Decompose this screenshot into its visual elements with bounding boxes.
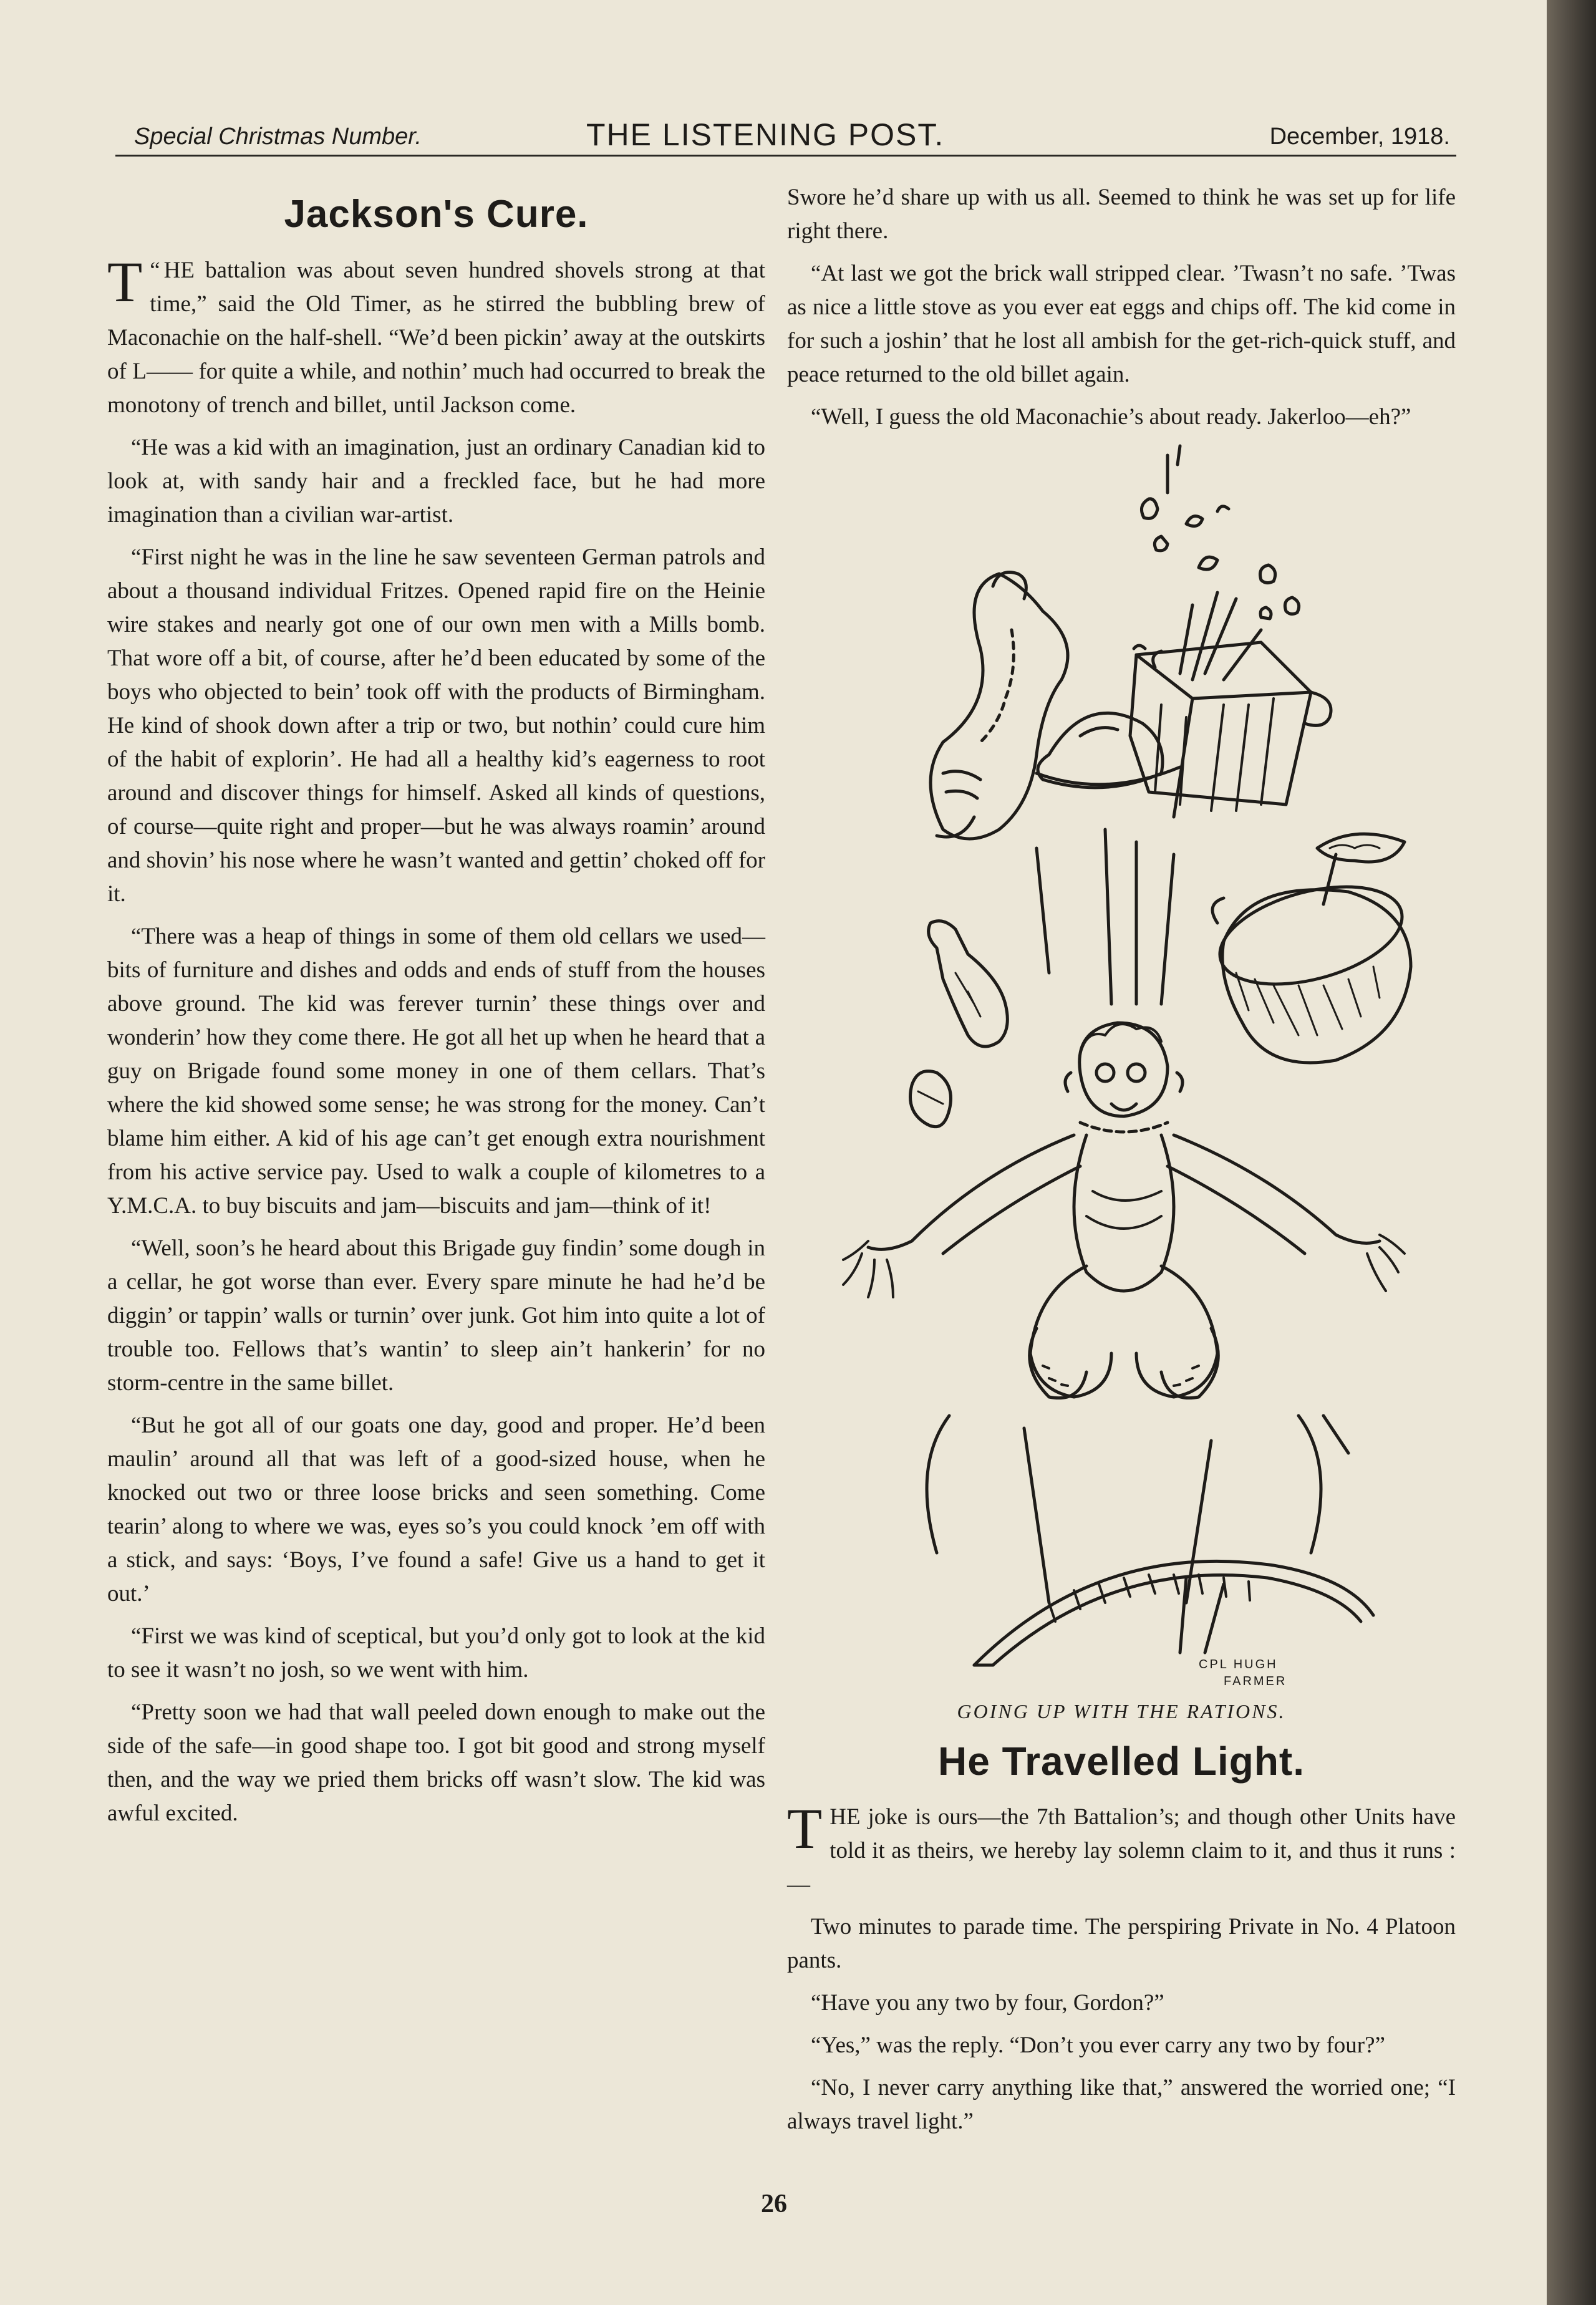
- story-title-jacksons-cure: Jackson's Cure.: [284, 193, 589, 236]
- left-column: [107, 181, 765, 1839]
- broken-rim: [974, 1561, 1373, 1665]
- opening-quote-mark: “: [150, 258, 160, 283]
- page-number: 26: [761, 2190, 787, 2218]
- issue-date: December, 1918.: [1269, 123, 1450, 150]
- story2-paragraph-4: “Yes,” was the reply. “Don’t you ever carry any two by four?”: [811, 2032, 1385, 2058]
- header-rule: [115, 155, 1456, 157]
- debris-marks: [1134, 446, 1299, 680]
- publication-title: THE LISTENING POST.: [586, 117, 945, 152]
- bottle: [929, 921, 1008, 1046]
- running-head: [134, 103, 1450, 159]
- story1-paragraph-1: [107, 250, 765, 422]
- flying-sack: [931, 573, 1068, 839]
- artist-signature-line2: FARMER: [1224, 1674, 1287, 1688]
- story1-paragraph-11: “Well, I guess the old Maconachie’s about ready. Jakerloo—eh?”: [811, 404, 1411, 430]
- story1-paragraph-5: “Well, soon’s he heard about this Brigade guy findin’ some dough in a cellar, he got worse than ever. Every spare minute he had he’d be diggin’ or tappin’ walls or turnin’ over junk. Got him into quite a lot of trouble too. Fellows that’s wantin’ to sleep ain’t hankerin’ for no storm-centre in the same billet.: [107, 1235, 765, 1396]
- illustration-caption: GOING UP WITH THE RATIONS.: [957, 1700, 1286, 1723]
- paragraph-text: HE joke is ours—the 7th Battalion’s; and though other Units have told it as theirs, we hereby lay solemn claim to it, and thus it runs :—: [787, 1804, 1456, 1897]
- drop-cap: T: [107, 250, 143, 314]
- mess-tin: [1317, 834, 1405, 904]
- story-title-he-travelled-light: He Travelled Light.: [937, 1739, 1305, 1784]
- story1-paragraph-7: “First we was kind of sceptical, but you’d only got to look at the kid to see it wasn’t no josh, so we went with him.: [107, 1623, 765, 1683]
- cooking-pot: [1209, 869, 1413, 1063]
- story1-paragraph-6: “But he got all of our goats one day, good and proper. He’d been maulin’ around all that was left of a good-sized house, when he knocked out two or three loose bricks and seen something. Come tearin’ along to where we was, eyes so’s you could knock ’em off with a stick, and says: ‘Boys, I’ve found a safe! Give us a hand to get it out.’: [107, 1413, 765, 1607]
- story1-paragraph-3: “First night he was in the line he saw seventeen German patrols and about a thousand individual Fritzes. Opened rapid fire on the Heinie wire stakes and nearly got one of our own men with a Mills bomb. That wore off a bit, of course, after he’d been educated by some of the boys who objected to bein’ took off with the products of Birmingham. He kind of shook down after a trip or two, but nothin’ could cure him of the habit of explorin’. He had all a healthy kid’s eagerness to root around and discover things for himself. Asked all kinds of questions, of course—quite right and proper—but he was always roamin’ around and shovin’ his nose where he wasn’t wanted and gettin’ choked off for it.: [107, 544, 765, 907]
- story2-paragraph-1: [787, 1797, 1456, 1902]
- story1-paragraph-2: “He was a kid with an imagination, just an ordinary Canadian kid to look at, with sandy hair and a freckled face, but he had more imagination than a civilian war-artist.: [107, 435, 765, 528]
- story1-paragraph-4: “There was a heap of things in some of them old cellars we used—bits of furniture and dishes and odds and ends of stuff from the houses above ground. The kid was ferever turnin’ these things over and wonderin’ how they come there. He got all het up when he heard that a guy on Brigade found some money in one of them cellars. That’s where the kid showed some sense; he was strong for the money. Can’t blame him either. A kid of his age can’t get enough extra nourishment from his active service pay. Used to walk a couple of kilometres to a Y.M.C.A. to buy biscuits and jam—biscuits and jam—think of it!: [107, 924, 765, 1219]
- binding-edge: [1547, 0, 1596, 2305]
- artist-signature-line1: CPL HUGH: [1199, 1658, 1278, 1671]
- soldier-figure: [843, 829, 1405, 1603]
- cartoon-illustration: [787, 443, 1456, 1696]
- story2-paragraph-5: “No, I never carry anything like that,” answered the worried one; “I always travel light.”: [787, 2075, 1456, 2134]
- right-column: [787, 181, 1456, 2147]
- issue-label: Special Christmas Number.: [134, 123, 422, 150]
- story1-paragraph-8: “Pretty soon we had that wall peeled down enough to make out the side of the safe—in good shape too. I got bit good and strong myself then, and the way we pried them bricks off wasn’t slow. The kid was awful excited.: [107, 1699, 765, 1826]
- story1-paragraph-10: “At last we got the brick wall stripped clear. ’Twasn’t no safe. ’Twas as nice a little stove as you ever eat eggs and chips off. The kid come in for such a joshin’ that he lost all ambish for the get-rich-quick stuff, and peace returned to the old billet again.: [787, 261, 1456, 387]
- story2-paragraph-2: Two minutes to parade time. The perspiring Private in No. 4 Platoon pants.: [787, 1914, 1456, 1973]
- story1-paragraph-9: Swore he’d share up with us all. Seemed to think he was set up for life right there.: [787, 185, 1456, 244]
- story2-paragraph-3: “Have you any two by four, Gordon?”: [811, 1990, 1164, 2016]
- small-can: [911, 1071, 951, 1127]
- drop-cap: T: [787, 1797, 823, 1860]
- paragraph-text: HE battalion was about seven hundred shovels strong at that time,” said the Old Timer, as he stirred the bubbling brew of Maconachie on the half-shell. “We’d been pickin’ away at the outskirts of L—— for quite a while, and nothin’ much had occurred to break the monotony of trench and billet, until Jackson come.: [107, 258, 765, 418]
